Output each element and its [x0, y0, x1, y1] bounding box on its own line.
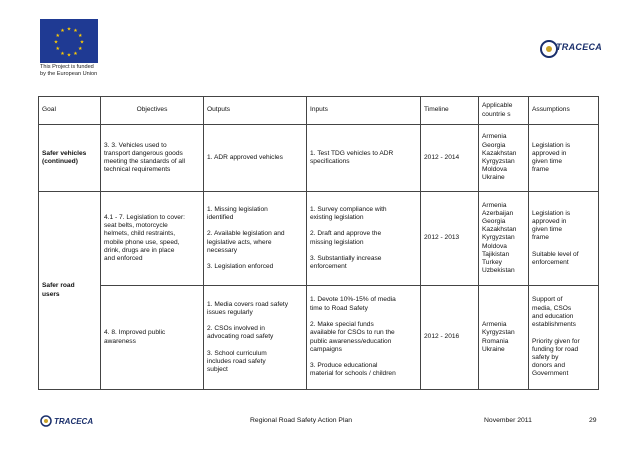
- objectives-cell: 4.1 - 7. Legislation to cover: seat belts, motorcycle helmets, child restraints, mobile phone use, speed, drink, drugs are in place and enforced: [101, 192, 204, 286]
- outputs-cell: 1. ADR approved vehicles: [204, 125, 307, 192]
- header-goal: Goal: [39, 97, 101, 125]
- goal-cell: Safer vehicles (continued): [39, 125, 101, 192]
- eu-flag-logo: [40, 19, 98, 63]
- inputs-cell: 1. Devote 10%-15% of media time to Road Safety 2. Make special funds available for CSOs to run the public awareness/education campaigns 3. Produce educational material for schools / children: [307, 286, 421, 390]
- timeline-cell: 2012 - 2013: [421, 192, 479, 286]
- eu-star-icon: ★: [73, 50, 78, 57]
- countries-cell: Armenia Azerbaijan Georgia Kazakhstan Kyrgyzstan Moldova Tajikistan Turkey Uzbekistan: [479, 192, 529, 286]
- countries-cell: Armenia Georgia Kazakhstan Kyrgyzstan Moldova Ukraine: [479, 125, 529, 192]
- funding-note: This Project is funded by the European Union: [40, 64, 98, 77]
- footer-date: November 2011: [484, 417, 532, 424]
- objectives-cell: 4. 8. Improved public awareness: [101, 286, 204, 390]
- timeline-cell: 2012 - 2016: [421, 286, 479, 390]
- footer-document-title: Regional Road Safety Action Plan: [250, 417, 353, 424]
- table-row: [39, 125, 599, 192]
- goal-cell: Safer road users: [39, 192, 101, 390]
- eu-star-icon: ★: [73, 28, 78, 35]
- header-timeline: Timeline: [421, 97, 479, 125]
- objectives-cell: 3. 3. Vehicles used to transport dangerous goods meeting the standards of all technical requirements: [101, 125, 204, 192]
- header-assumptions: Assumptions: [529, 97, 599, 125]
- assumptions-cell: Legislation is approved in given time frame: [529, 125, 599, 192]
- eu-star-icon: ★: [55, 33, 60, 39]
- eu-star-icon: ★: [55, 46, 60, 52]
- footer-traceca-logo: [40, 414, 102, 428]
- table-row: [39, 286, 599, 390]
- table-row: [39, 192, 599, 286]
- outputs-cell: 1. Missing legislation identified 2. Available legislation and legislative acts, where necessary 3. Legislation enforced: [204, 192, 307, 286]
- assumptions-cell: Legislation is approved in given time frame Suitable level of enforcement: [529, 192, 599, 286]
- page-number: 29: [589, 417, 597, 424]
- inputs-cell: 1. Test TDG vehicles to ADR specifications: [307, 125, 421, 192]
- header-objectives: Objectives: [101, 97, 204, 125]
- header-inputs: Inputs: [307, 97, 421, 125]
- eu-star-icon: ★: [60, 50, 65, 57]
- outputs-cell: 1. Media covers road safety issues regularly 2. CSOs involved in advocating road safety 3. School curriculum includes road safety subject: [204, 286, 307, 390]
- traceca-logo-text: TRACECA: [556, 42, 603, 52]
- eu-star-icon: ★: [53, 39, 59, 46]
- timeline-cell: 2012 - 2014: [421, 125, 479, 192]
- eu-star-icon: ★: [79, 39, 85, 46]
- footer-logo-text: TRACECA: [54, 417, 94, 426]
- eu-star-icon: ★: [66, 26, 72, 33]
- eu-star-icon: ★: [60, 28, 65, 35]
- header-countries: Applicable countrie s: [479, 97, 529, 125]
- countries-cell: Armenia Kyrgyzstan Romania Ukraine: [479, 286, 529, 390]
- table-header-row: [39, 97, 599, 125]
- eu-star-icon: ★: [66, 52, 72, 59]
- eu-star-icon: ★: [78, 33, 83, 39]
- header-outputs: Outputs: [204, 97, 307, 125]
- action-plan-table: [38, 96, 599, 390]
- eu-star-icon: ★: [78, 46, 83, 52]
- assumptions-cell: Support of media, CSOs and education establishments Priority given for funding for road safety by donors and Government: [529, 286, 599, 390]
- inputs-cell: 1. Survey compliance with existing legislation 2. Draft and approve the missing legislation 3. Substantially increase enforcement: [307, 192, 421, 286]
